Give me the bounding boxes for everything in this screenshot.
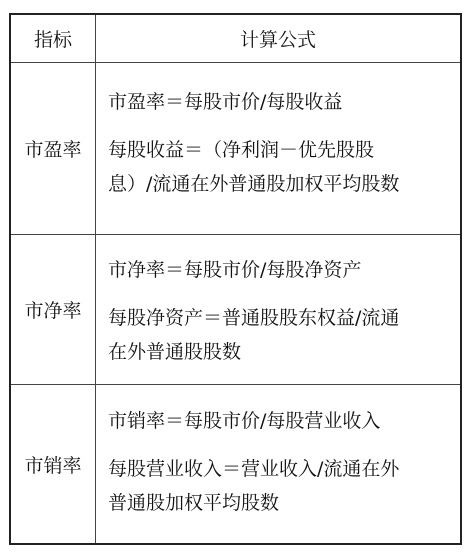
formula-line: 市盈率＝每股市价/每股收益 — [108, 91, 343, 113]
formula-cell — [96, 235, 460, 384]
indicator-cell: 市盈率 — [11, 63, 96, 234]
formula-line: 普通股加权平均股数 — [108, 492, 280, 514]
formula-line: 每股净资产＝普通股股东权益/流通 — [108, 307, 400, 329]
formula-line: 在外普通股股数 — [108, 341, 242, 363]
formula-line: 市销率＝每股市价/每股营业收入 — [108, 410, 381, 432]
header-indicator: 指标 — [11, 15, 96, 62]
table-row-ps — [11, 385, 460, 543]
formula-line: 每股收益＝（净利润－优先股股 — [108, 139, 375, 161]
indicator-cell: 市净率 — [11, 235, 96, 384]
formula-line: 每股营业收入＝营业收入/流通在外 — [108, 458, 400, 480]
formula-cell — [96, 385, 460, 543]
formula-line: 市净率＝每股市价/每股净资产 — [108, 259, 362, 281]
indicator-cell: 市销率 — [11, 385, 96, 543]
header-formula-cell — [96, 15, 460, 62]
formula-table — [9, 13, 462, 545]
header-formula: 计算公式 — [239, 29, 316, 51]
table-row-pe — [11, 63, 460, 235]
table-row-pb — [11, 235, 460, 385]
formula-cell — [96, 63, 460, 234]
table-header-row — [11, 15, 460, 63]
formula-line: 息）/流通在外普通股加权平均股数 — [108, 173, 400, 195]
